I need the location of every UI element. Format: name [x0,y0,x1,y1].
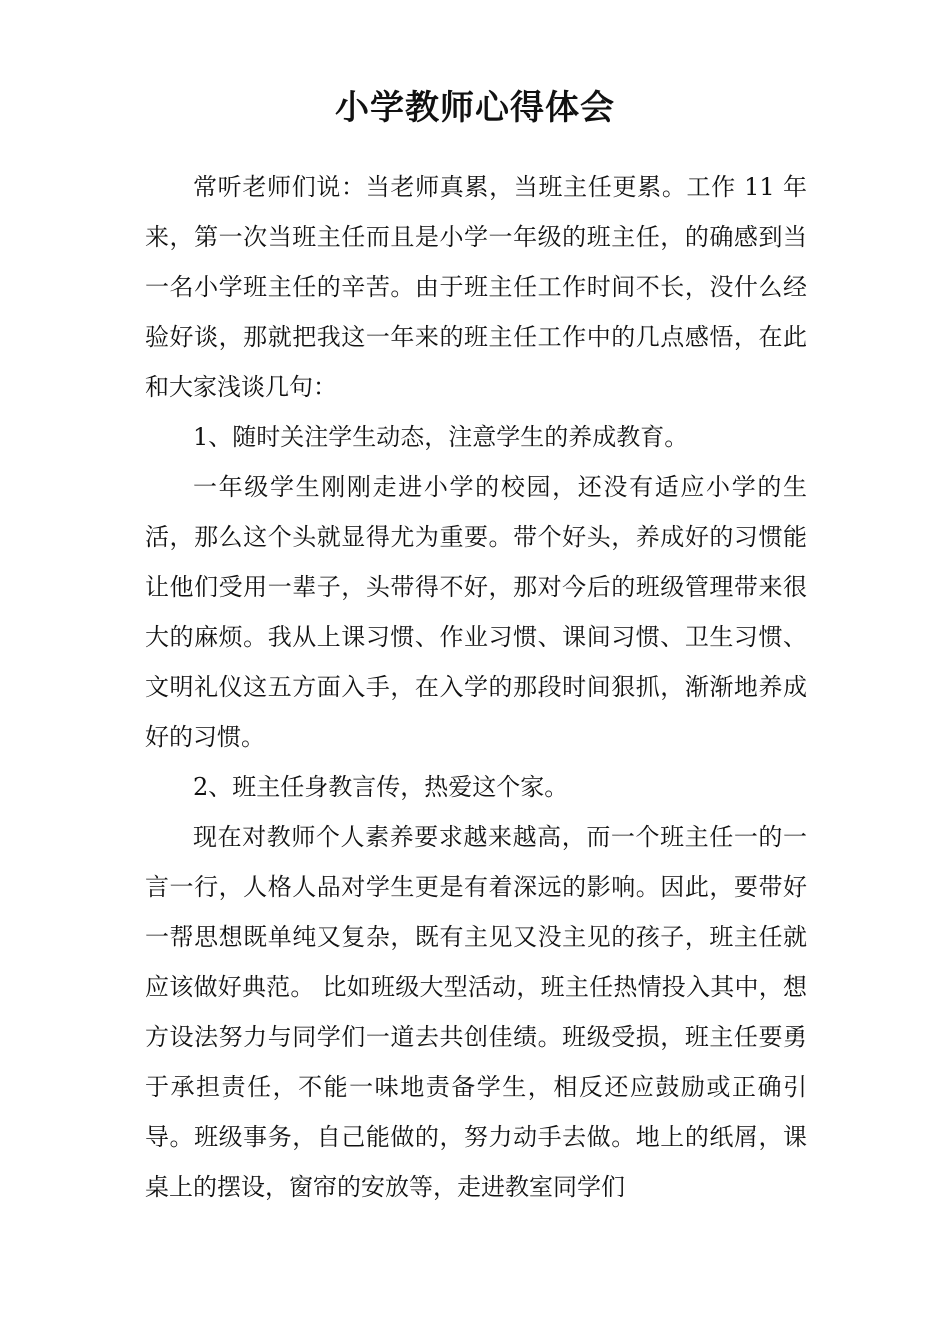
paragraph-role-model: 现在对教师个人素养要求越来越高，而一个班主任一的一言一行，人格人品对学生更是有着深远的影响。因此，要带好一帮思想既单纯又复杂，既有主见又没主见的孩子，班主任就应该做好典范。 比如班级大型活动，班主任热情投入其中，想方设法努力与同学们一道去共创佳绩。班级受损，班主任要勇于承担责任，不能一味地责备学生，相反还应鼓励或正确引导。班级事务，自己能做的，努力动手去做。地上的纸屑，课桌上的摆设，窗帘的安放等，走进教室同学们 [145,823,807,1201]
paragraph-habits: 一年级学生刚刚走进小学的校园，还没有适应小学的生活，那么这个头就显得尤为重要。带个好头，养成好的习惯能让他们受用一辈子，头带得不好，那对今后的班级管理带来很大的麻烦。我从上课习惯、作业习惯、课间习惯、卫生习惯、文明礼仪这五方面入手，在入学的那段时间狠抓，渐渐地养成好的习惯。 [145,473,807,751]
paragraph-heading-2: 2、班主任身教言传，热爱这个家。 [193,773,569,801]
paragraph-intro: 常听老师们说：当老师真累，当班主任更累。工作 11 年来，第一次当班主任而且是小学一年级的班主任，的确感到当一名小学班主任的辛苦。由于班主任工作时间不长，没什么经验好谈，那就把我这一年来的班主任工作中的几点感悟，在此和大家浅谈几句： [145,173,807,401]
document-title: 小学教师心得体会 [335,88,615,128]
paragraph-heading-1: 1、随时关注学生动态，注意学生的养成教育。 [193,423,689,451]
document-body [145,162,807,1212]
